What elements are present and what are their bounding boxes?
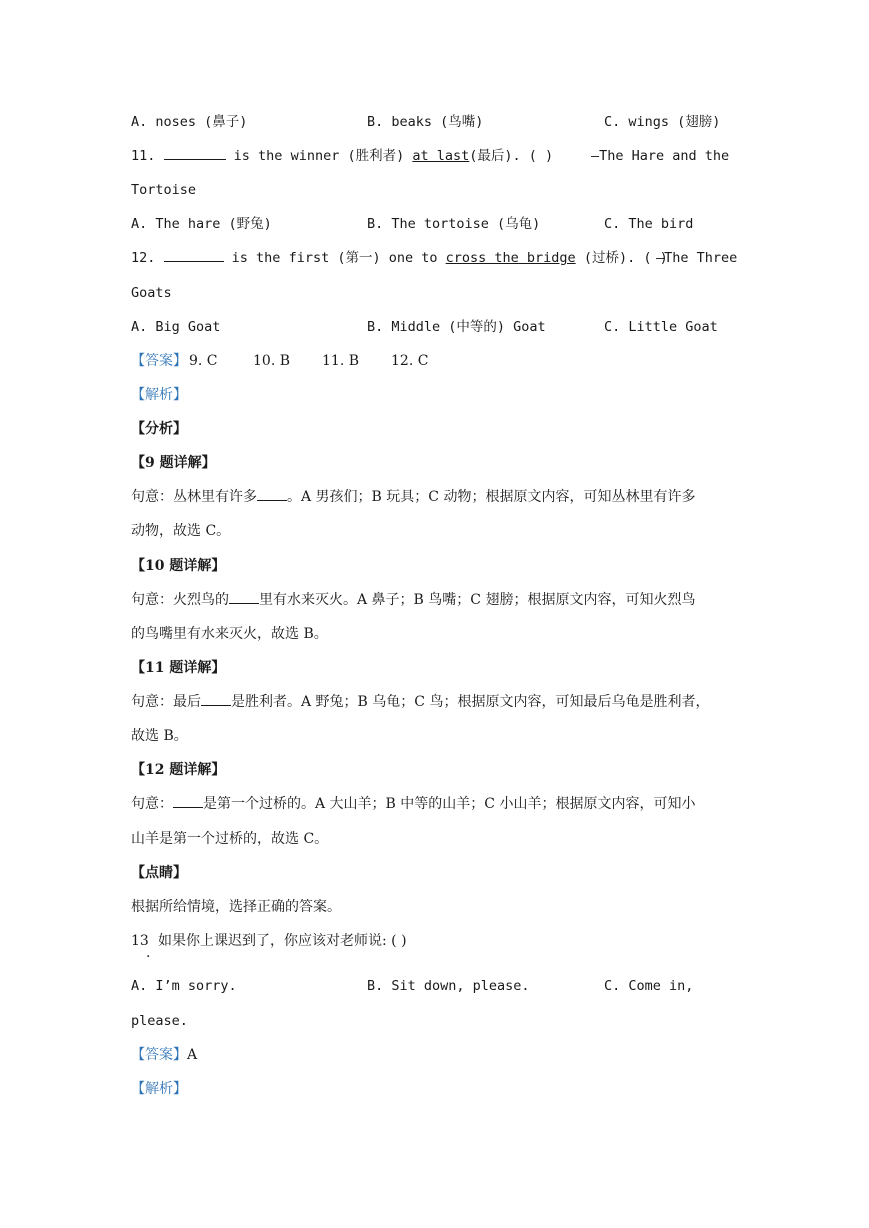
detail-10-text-b: 里有水来灭火。A 鼻子；B 鸟嘴；C 翅膀；根据原文内容，可知火烈鸟: [259, 592, 696, 608]
answer-10: 10. B: [253, 353, 291, 369]
detail-11-blank: [201, 693, 231, 706]
q12-text-1: is the first (第一) one to: [231, 250, 438, 266]
detail-10-line1: [131, 591, 695, 609]
detail-9-blank: [257, 488, 287, 501]
detail-11-text-b: 是胜利者。A 野兔；B 乌龟；C 鸟；根据原文内容，可知最后乌龟是胜利者，: [231, 694, 710, 710]
detail-11-text-a: 句意：最后: [131, 694, 201, 710]
q12-stem-line2: Goats: [131, 285, 172, 301]
answer-12: 12. C: [391, 353, 429, 369]
detail-12-heading: 【12 题详解】: [131, 762, 226, 778]
q11-option-a: A. The hare (野兔): [131, 216, 272, 232]
q11-option-b: B. The tortoise (乌龟): [367, 216, 541, 232]
fenxi-heading: 【分析】: [131, 421, 187, 437]
q13-text: 如果你上课迟到了，你应该对老师说: ( ): [158, 933, 407, 949]
answer-9: 9. C: [189, 353, 218, 369]
detail-9-text-a: 句意：丛林里有许多: [131, 489, 257, 505]
q11-text-1: is the winner (胜利者): [233, 148, 405, 164]
detail-9-line2: 动物，故选 C。: [131, 523, 231, 539]
detail-12-line2: 山羊是第一个过桥的，故选 C。: [131, 831, 329, 847]
detail-12-blank: [173, 795, 203, 808]
q12-source: —The Three: [656, 250, 738, 266]
q13-answer: [131, 1046, 197, 1064]
q11-blank: [164, 147, 226, 160]
analysis-heading: 【解析】: [131, 387, 187, 403]
answers-9-12: [131, 352, 429, 370]
detail-10-blank: [229, 591, 259, 604]
q11-stem-line2: Tortoise: [131, 182, 197, 198]
detail-10-line2: 的鸟嘴里有水来灭火，故选 B。: [131, 626, 328, 642]
q13-number: 13: [131, 933, 149, 949]
detail-11-heading: 【11 题详解】: [131, 660, 226, 676]
answer-label: 【答案】: [131, 353, 187, 369]
q13-option-c-cont: please.: [131, 1013, 188, 1029]
q11-number: 11.: [131, 148, 156, 164]
q11-source: —The Hare and the: [591, 148, 730, 164]
detail-9-heading: 【9 题详解】: [131, 455, 216, 471]
q10-option-a: A. noses (鼻子): [131, 114, 248, 130]
q13-option-b: B. Sit down, please.: [367, 978, 530, 994]
q12-text-2: (过桥). ( ): [583, 250, 668, 266]
q12-option-b: B. Middle (中等的) Goat: [367, 319, 546, 335]
detail-10-text-a: 句意：火烈鸟的: [131, 592, 229, 608]
detail-12-text-a: 句意：: [131, 796, 173, 812]
detail-11-line1: [131, 693, 709, 711]
detail-12-text-b: 是第一个过桥的。A 大山羊；B 中等的山羊；C 小山羊；根据原文内容，可知小: [203, 796, 696, 812]
q10-option-b: B. beaks (鸟嘴): [367, 114, 484, 130]
q11-underlined: at last: [412, 148, 470, 164]
q13-answer-value: A: [187, 1047, 198, 1063]
q12-stem: [131, 249, 738, 267]
q12-underlined: cross the bridge: [445, 250, 576, 266]
q13-dot: ·: [146, 949, 151, 965]
q12-option-c: C. Little Goat: [604, 319, 718, 335]
dianjing-heading: 【点睛】: [131, 865, 187, 881]
q11-option-c: C. The bird: [604, 216, 694, 232]
q13-option-c: C. Come in,: [604, 978, 694, 994]
q10-option-c: C. wings (翅膀): [604, 114, 721, 130]
q13-analysis-heading: 【解析】: [131, 1081, 187, 1097]
q12-option-a: A. Big Goat: [131, 319, 221, 335]
q13-option-a: A. I’m sorry.: [131, 978, 237, 994]
q13-answer-label: 【答案】: [131, 1047, 187, 1063]
detail-9-line1: [131, 488, 695, 506]
q11-stem: [131, 147, 730, 165]
detail-12-line1: [131, 795, 695, 813]
dianjing-text: 根据所给情境，选择正确的答案。: [131, 899, 341, 915]
q11-text-2: (最后). ( ): [469, 148, 554, 164]
q12-blank: [164, 249, 224, 262]
detail-9-text-b: 。A 男孩们；B 玩具；C 动物；根据原文内容，可知丛林里有许多: [287, 489, 696, 505]
detail-11-line2: 故选 B。: [131, 728, 188, 744]
q12-number: 12.: [131, 250, 156, 266]
answer-11: 11. B: [322, 353, 360, 369]
detail-10-heading: 【10 题详解】: [131, 558, 226, 574]
